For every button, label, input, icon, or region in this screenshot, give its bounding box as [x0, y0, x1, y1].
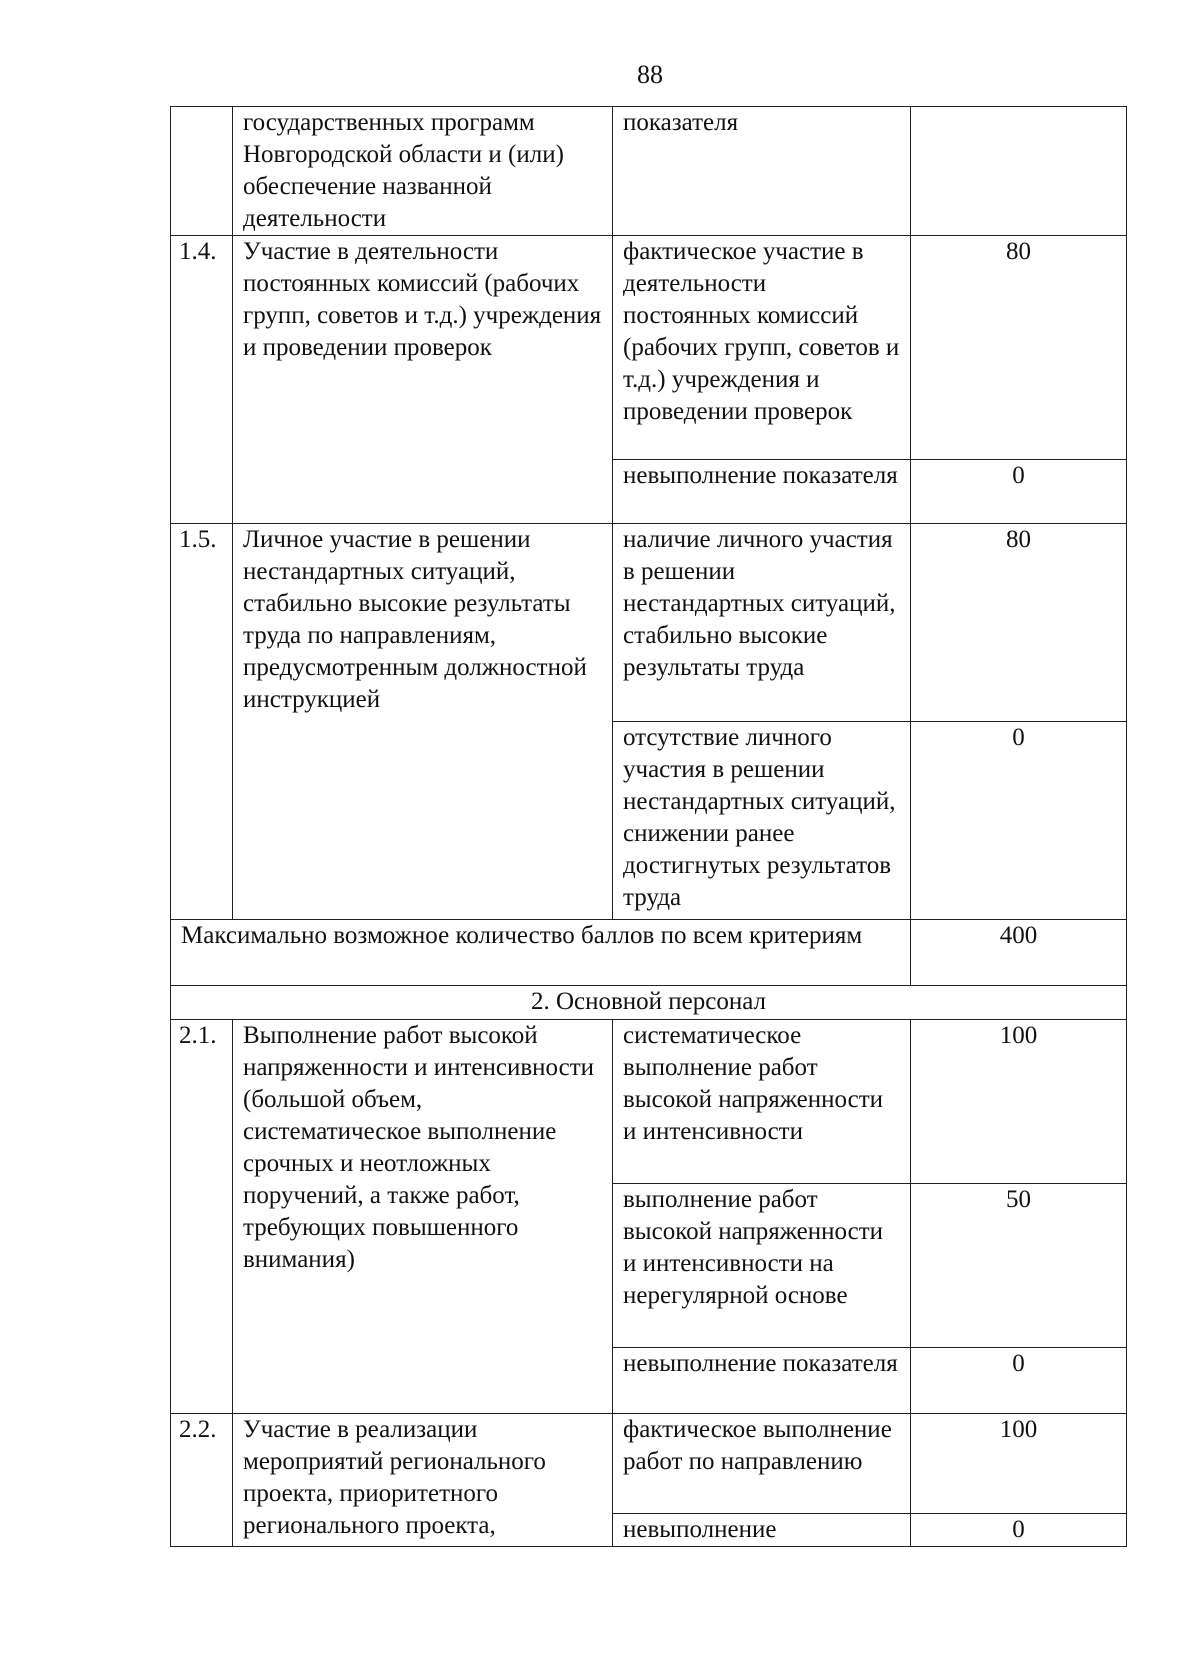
points-cell: 0 — [911, 460, 1127, 524]
condition-cell: систематическое выполнение работ высокой напряженности и интенсивности — [613, 1020, 911, 1184]
section-header-row — [171, 986, 1127, 1020]
criterion-cell: Личное участие в решении нестандартных ситуаций, стабильно высокие результаты труда по направлениям, предусмотренным должностной инструкцией — [233, 524, 613, 920]
condition-cell: фактическое участие в деятельности постоянных комиссий (рабочих групп, советов и т.д.) учреждения и проведении проверок — [613, 236, 911, 460]
points-cell: 0 — [911, 1514, 1127, 1547]
points-cell — [911, 107, 1127, 236]
condition-cell: невыполнение — [613, 1514, 911, 1547]
condition-cell: фактическое выполнение работ по направлению — [613, 1414, 911, 1514]
table-row — [171, 524, 1127, 722]
criterion-cell: Участие в деятельности постоянных комиссий (рабочих групп, советов и т.д.) учреждения и проведении проверок — [233, 236, 613, 524]
criterion-cell: Выполнение работ высокой напряженности и интенсивности (большой объем, систематическое выполнение срочных и неотложных поручений, а также работ, требующих повышенного внимания) — [233, 1020, 613, 1414]
section-title: 2. Основной персонал — [171, 986, 1127, 1020]
points-cell: 80 — [911, 236, 1127, 460]
criterion-cell: Участие в реализации мероприятий регионального проекта, приоритетного регионального проекта, — [233, 1414, 613, 1547]
points-cell: 0 — [911, 722, 1127, 920]
points-cell: 50 — [911, 1184, 1127, 1348]
table-row — [171, 236, 1127, 460]
criteria-table — [170, 106, 1127, 1547]
criterion-cell: государственных программ Новгородской области и (или) обеспечение названной деятельности — [233, 107, 613, 236]
row-number-cell — [171, 107, 233, 236]
points-cell: 100 — [911, 1020, 1127, 1184]
total-points-cell: 400 — [911, 920, 1127, 986]
points-cell: 100 — [911, 1414, 1127, 1514]
condition-cell: показателя — [613, 107, 911, 236]
condition-cell: выполнение работ высокой напряженности и интенсивности на нерегулярной основе — [613, 1184, 911, 1348]
total-label-cell: Максимально возможное количество баллов по всем критериям — [171, 920, 911, 986]
table-row — [171, 107, 1127, 236]
condition-cell: невыполнение показателя — [613, 460, 911, 524]
criteria-table-wrapper — [170, 106, 1127, 1547]
table-row — [171, 1414, 1127, 1514]
row-number-cell: 2.1. — [171, 1020, 233, 1414]
page-number: 88 — [637, 60, 663, 89]
condition-cell: наличие личного участия в решении нестандартных ситуаций, стабильно высокие результаты труда — [613, 524, 911, 722]
row-number-cell: 2.2. — [171, 1414, 233, 1547]
row-number-cell: 1.5. — [171, 524, 233, 920]
condition-cell: невыполнение показателя — [613, 1348, 911, 1414]
row-number-cell: 1.4. — [171, 236, 233, 524]
condition-cell: отсутствие личного участия в решении нестандартных ситуаций, снижении ранее достигнутых результатов труда — [613, 722, 911, 920]
points-cell: 0 — [911, 1348, 1127, 1414]
points-cell: 80 — [911, 524, 1127, 722]
table-row-total — [171, 920, 1127, 986]
table-row — [171, 1020, 1127, 1184]
